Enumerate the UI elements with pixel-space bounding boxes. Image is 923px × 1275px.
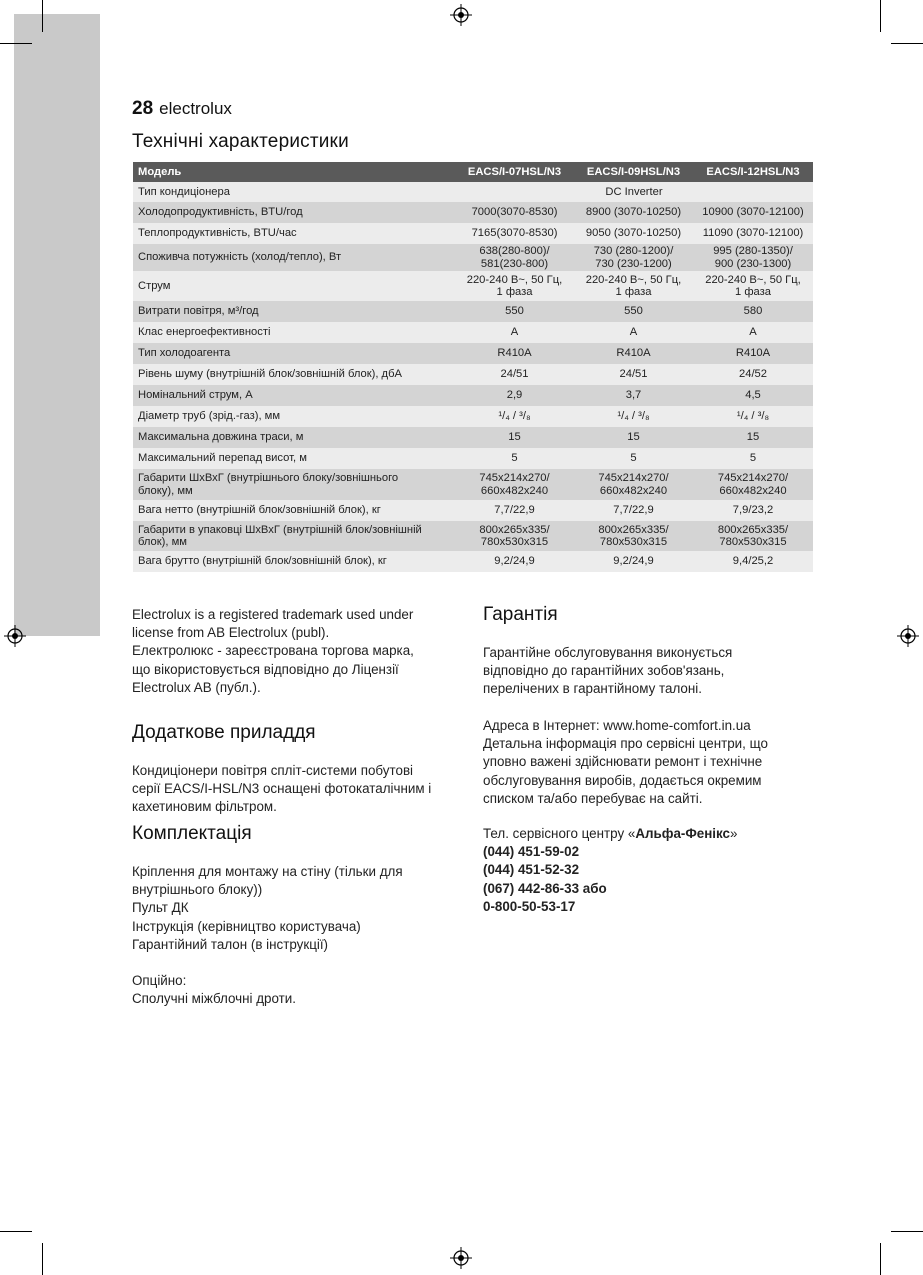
registration-mark-icon <box>897 625 919 647</box>
text-line: Електролюкс - зареєстрована торгова марка, <box>132 643 414 659</box>
package-list <box>132 863 403 954</box>
text-line: відповідно до гарантійних зобов'язань, <box>483 663 725 679</box>
value-cell <box>693 271 813 301</box>
text-line: Гарантійне обслуговування виконується <box>483 645 733 660</box>
crop-mark <box>880 0 881 32</box>
brand-name: electrolux <box>159 99 232 118</box>
trademark-note <box>132 606 414 697</box>
text-line: Electrolux is a registered trademark used under <box>132 607 414 622</box>
cell-line: 220-240 В~, 50 Гц, <box>466 273 563 286</box>
cell-line: 745x214x270/ <box>717 472 789 484</box>
list-item: внутрішнього блоку)) <box>132 882 263 898</box>
cell-line: 780x530x315 <box>719 536 787 548</box>
service-center-line <box>483 825 737 843</box>
cell-line: 730 (280-1200)/ <box>593 245 674 257</box>
cell-line: 1 фаза <box>735 286 771 298</box>
value-cell: 550 <box>455 301 574 322</box>
crop-mark <box>880 1243 881 1275</box>
cell-line: 581(230-800) <box>480 257 549 270</box>
value-cell: R410A <box>455 343 574 364</box>
table-row <box>133 322 813 343</box>
text-line: списком та/або перебуває на сайті. <box>483 790 703 806</box>
row-label: Холодопродуктивність, BTU/год <box>133 202 455 223</box>
row-label: Максимальний перепад висот, м <box>133 448 455 469</box>
accessories-heading: Додаткове приладдя <box>132 722 316 743</box>
value-cell: R410A <box>693 343 813 364</box>
value-cell: 7,7/22,9 <box>574 500 693 521</box>
value-cell <box>455 469 574 500</box>
table-row <box>133 551 813 572</box>
row-label: Рівень шуму (внутрішній блок/зовнішній блок), дбА <box>133 364 455 385</box>
service-contacts <box>483 825 737 916</box>
cell-line: 730 (230-1200) <box>595 257 672 270</box>
optional-item: Сполучні міжблочні дроти. <box>132 991 296 1007</box>
value-cell: 5 <box>455 448 574 469</box>
value-cell <box>693 521 813 551</box>
optional-label: Опційно: <box>132 973 187 988</box>
value-cell: 8900 (3070-10250) <box>574 202 693 223</box>
row-label: Клас енергоефективності <box>133 322 455 343</box>
row-label: Витрати повітря, м³/год <box>133 301 455 322</box>
registration-mark-icon <box>450 1247 472 1269</box>
value-cell <box>455 244 574 271</box>
table-header-row <box>133 162 813 182</box>
warranty-text <box>483 644 732 699</box>
table-row <box>133 448 813 469</box>
cell-line: 900 (230-1300) <box>714 257 792 270</box>
list-item: Гарантійний талон (в інструкції) <box>132 936 329 952</box>
value-cell: 24/52 <box>693 364 813 385</box>
table-row <box>133 182 813 202</box>
row-label: Споживча потужність (холод/тепло), Вт <box>133 244 455 271</box>
cell-line: 1 фаза <box>615 286 652 298</box>
list-item: Кріплення для монтажу на стіну (тільки для <box>132 864 403 879</box>
table-row <box>133 271 813 301</box>
text-line: уповно важені здійснювати ремонт і технічне <box>483 754 763 770</box>
cell-line: 745x214x270/ <box>598 472 669 484</box>
page-title: Технічні характеристики <box>132 131 349 152</box>
cell-line: 780x530x315 <box>480 536 549 548</box>
cell-line: 660x482x240 <box>599 484 668 497</box>
value-cell: 9050 (3070-10250) <box>574 223 693 244</box>
text-line: обслуговування виробів, додається окремим <box>483 772 762 788</box>
cell-line: 1 фаза <box>496 286 533 298</box>
value-cell: 15 <box>455 427 574 448</box>
crop-mark <box>0 43 32 44</box>
header-cell: EACS/I-09HSL/N3 <box>574 162 693 182</box>
value-cell: R410A <box>574 343 693 364</box>
value-cell: A <box>574 322 693 343</box>
text-line: Детальна інформація про сервісні центри, що <box>483 736 768 752</box>
page-side-bar <box>14 14 100 636</box>
value-cell: 9,4/25,2 <box>693 551 813 572</box>
page-header <box>132 98 232 120</box>
value-cell: ¹/₄ / ³/₈ <box>693 406 813 427</box>
value-cell <box>574 271 693 301</box>
warranty-internet <box>483 717 768 808</box>
crop-mark <box>42 0 43 32</box>
merged-value-cell: DC Inverter <box>455 182 813 202</box>
row-label: Номінальний струм, А <box>133 385 455 406</box>
row-label: Теплопродуктивність, BTU/час <box>133 223 455 244</box>
cell-line: 800x265x335/ <box>479 523 550 536</box>
text-line: Electrolux AB (публ.). <box>132 679 261 695</box>
value-cell: 15 <box>574 427 693 448</box>
table-row <box>133 500 813 521</box>
value-cell <box>574 469 693 500</box>
crop-mark <box>0 1231 32 1232</box>
header-cell: EACS/I-07HSL/N3 <box>455 162 574 182</box>
table-row <box>133 385 813 406</box>
page-number: 28 <box>132 98 154 119</box>
list-item: Інструкція (керівництво користувача) <box>132 918 361 934</box>
text-line: перелічених в гарантійному талоні. <box>483 681 702 697</box>
table-row <box>133 223 813 244</box>
service-suffix: » <box>730 826 738 841</box>
cell-line: 660x482x240 <box>719 484 787 497</box>
cell-line: 220-240 В~, 50 Гц, <box>585 273 682 286</box>
cell-line: 780x530x315 <box>599 536 668 548</box>
value-cell: 5 <box>574 448 693 469</box>
value-cell <box>455 271 574 301</box>
table-row <box>133 244 813 271</box>
header-cell: Модель <box>133 162 455 182</box>
table-row <box>133 406 813 427</box>
value-cell: 9,2/24,9 <box>574 551 693 572</box>
cell-line: 995 (280-1350)/ <box>713 245 793 257</box>
value-cell <box>574 244 693 271</box>
table-row <box>133 427 813 448</box>
crop-mark <box>42 1243 43 1275</box>
phone-number: (044) 451-52-32 <box>483 862 580 878</box>
crop-mark <box>891 43 923 44</box>
cell-line: 800x265x335/ <box>717 523 789 536</box>
value-cell <box>693 244 813 271</box>
table-row <box>133 202 813 223</box>
row-label <box>133 469 455 500</box>
phone-number: (044) 451-59-02 <box>483 844 580 860</box>
table-row <box>133 343 813 364</box>
row-label: Струм <box>133 271 455 301</box>
value-cell: 11090 (3070-12100) <box>693 223 813 244</box>
value-cell: 7165(3070-8530) <box>455 223 574 244</box>
registration-mark-icon <box>450 4 472 26</box>
service-prefix: Тел. сервісного центру « <box>483 826 636 841</box>
value-cell: 5 <box>693 448 813 469</box>
value-cell: 9,2/24,9 <box>455 551 574 572</box>
value-cell: 7,7/22,9 <box>455 500 574 521</box>
crop-mark <box>891 1231 923 1232</box>
text-line: license from AB Electrolux (publ). <box>132 625 330 641</box>
table-row <box>133 301 813 322</box>
value-cell: 550 <box>574 301 693 322</box>
cell-line: 638(280-800)/ <box>479 245 550 257</box>
row-label: Вага нетто (внутрішній блок/зовнішній блок), кг <box>133 500 455 521</box>
row-label: Діаметр труб (зрід.-газ), мм <box>133 406 455 427</box>
value-cell: 2,9 <box>455 385 574 406</box>
value-cell: 10900 (3070-12100) <box>693 202 813 223</box>
value-cell: 24/51 <box>574 364 693 385</box>
cell-line: Габарити в упаковці ШхВхГ (внутрішній блок/зовнішній <box>138 523 422 536</box>
cell-line: Габарити ШхВхГ (внутрішнього блоку/зовнішнього <box>138 472 399 484</box>
text-line: що вікористовується відповідно до Ліцензії <box>132 661 399 677</box>
cell-line: 220-240 В~, 50 Гц, <box>705 273 801 286</box>
list-item: Пульт ДК <box>132 900 189 916</box>
table-row <box>133 521 813 551</box>
value-cell: A <box>455 322 574 343</box>
spec-table <box>133 162 813 572</box>
value-cell: A <box>693 322 813 343</box>
value-cell: 7000(3070-8530) <box>455 202 574 223</box>
header-cell: EACS/I-12HSL/N3 <box>693 162 813 182</box>
phone-number: (067) 442-86-33 або <box>483 880 607 896</box>
text-line: Адреса в Інтернет: www.home-comfort.in.ua <box>483 718 751 733</box>
value-cell: 3,7 <box>574 385 693 406</box>
phone-number: 0-800-50-53-17 <box>483 898 576 914</box>
warranty-heading: Гарантія <box>483 604 558 625</box>
package-heading: Комплектація <box>132 823 252 844</box>
cell-line: 800x265x335/ <box>598 523 669 536</box>
value-cell: 15 <box>693 427 813 448</box>
value-cell <box>455 521 574 551</box>
cell-line: блок), мм <box>138 536 187 548</box>
cell-line: 660x482x240 <box>480 484 549 497</box>
value-cell: ¹/₄ / ³/₈ <box>455 406 574 427</box>
value-cell: 24/51 <box>455 364 574 385</box>
value-cell: 580 <box>693 301 813 322</box>
value-cell: 7,9/23,2 <box>693 500 813 521</box>
table-row <box>133 364 813 385</box>
row-label <box>133 521 455 551</box>
value-cell <box>574 521 693 551</box>
service-name: Альфа-Фенікс <box>635 826 731 841</box>
cell-line: блоку), мм <box>138 484 193 497</box>
text-line: Кондиціонери повітря спліт-системи побутові <box>132 763 414 778</box>
value-cell: ¹/₄ / ³/₈ <box>574 406 693 427</box>
text-line: кахетиновим фільтром. <box>132 799 277 815</box>
table-row <box>133 469 813 500</box>
accessories-text <box>132 762 431 817</box>
row-label: Вага брутто (внутрішній блок/зовнішній блок), кг <box>133 551 455 572</box>
cell-line: 745x214x270/ <box>479 472 550 484</box>
value-cell <box>693 469 813 500</box>
package-optional <box>132 972 296 1008</box>
registration-mark-icon <box>4 625 26 647</box>
row-label: Тип холодоагента <box>133 343 455 364</box>
row-label: Максимальна довжина траси, м <box>133 427 455 448</box>
row-label: Тип кондиціонера <box>133 182 455 202</box>
value-cell: 4,5 <box>693 385 813 406</box>
text-line: серії EACS/I-HSL/N3 оснащені фотокаталічним і <box>132 781 432 797</box>
